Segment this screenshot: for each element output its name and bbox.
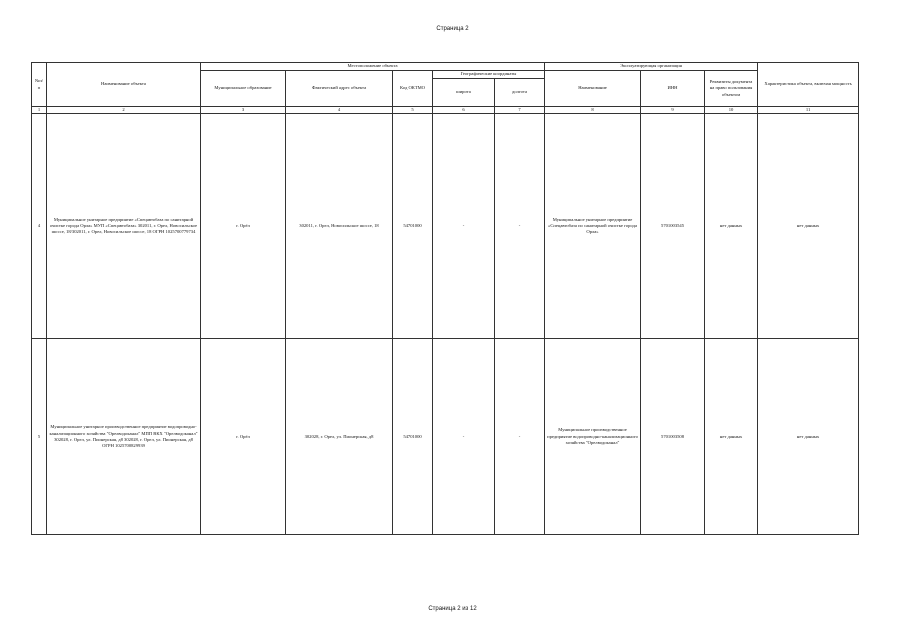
registry-table (31, 62, 859, 535)
column-number: 5 (393, 107, 433, 114)
header-geo-group: Географические координаты (433, 71, 545, 79)
row-num: 4 (32, 114, 47, 339)
column-number: 10 (705, 107, 758, 114)
row-characteristics: нет данных (758, 339, 859, 535)
row-name: Муниципальное унитарное предприятие «Спецавтобаза по санитарной очистке города Орла» МУП «Спецавтобаза» 302011, г. Орел, Новосильское шоссе, 18/302011, г. Орел, Новосильское шоссе, 18 ОГРН 1025700779734 (47, 114, 201, 339)
header-inn: ИНН (641, 71, 705, 107)
row-oktmo: 54701000 (393, 339, 433, 535)
row-municipality: г. Орёл (201, 114, 286, 339)
header-oktmo: Код ОКТМО (393, 71, 433, 107)
page-header: Страница 2 (436, 26, 469, 32)
header-address: Фактический адрес объекта (286, 71, 393, 107)
row-inn: 5701003545 (641, 114, 705, 339)
row-doc-details: нет данных (705, 339, 758, 535)
header-location-group: Местоположение объекта (201, 63, 545, 71)
row-address: 302028, г. Орел, ул. Пионерская, д8 (286, 339, 393, 535)
column-number: 3 (201, 107, 286, 114)
header-operator-group: Эксплуатирующая организация (545, 63, 758, 71)
row-name: Муниципальное унитарное производственное предприятие водопроводно-канализационного хозяйства "Орелводоканал" МПП ВКХ "Орелводоканал" 302028, г. Орел, ул. Пионерская, д8 302028, г. Орел, ул. Пионерская, д8 ОГРН 1025700829939 (47, 339, 201, 535)
table-row (32, 339, 859, 535)
column-number: 1 (32, 107, 47, 114)
header-longitude: долгота (495, 79, 545, 107)
row-operator-name: Муниципальное унитарное предприятие «Спецавтобаза по санитарной очистке города Орла» (545, 114, 641, 339)
header-doc-details: Реквизиты документа на право пользования объектом (705, 71, 758, 107)
column-number: 2 (47, 107, 201, 114)
column-number: 6 (433, 107, 495, 114)
row-doc-details: нет данных (705, 114, 758, 339)
column-number: 4 (286, 107, 393, 114)
row-latitude: - (433, 339, 495, 535)
row-longitude: - (495, 339, 545, 535)
column-number-row (32, 107, 859, 114)
row-characteristics: нет данных (758, 114, 859, 339)
row-latitude: - (433, 114, 495, 339)
table-row (32, 114, 859, 339)
row-num: 5 (32, 339, 47, 535)
header-operator-name: Наименование (545, 71, 641, 107)
row-longitude: - (495, 114, 545, 339)
column-number: 11 (758, 107, 859, 114)
row-operator-name: Муниципальное производственное предприятие водопроводно-канализационного хозяйства "Орелводоканал" (545, 339, 641, 535)
row-oktmo: 54701000 (393, 114, 433, 339)
row-address: 302011, г. Орел, Новосильское шоссе, 18 (286, 114, 393, 339)
column-number: 8 (545, 107, 641, 114)
row-municipality: г. Орёл (201, 339, 286, 535)
column-number: 9 (641, 107, 705, 114)
page-footer: Страница 2 из 12 (428, 606, 477, 612)
header-num: №п/п (32, 63, 47, 107)
header-characteristics: Характеристика объекта, включая мощность (758, 63, 859, 107)
header-latitude: широта (433, 79, 495, 107)
column-number: 7 (495, 107, 545, 114)
row-inn: 5701003508 (641, 339, 705, 535)
header-municipality: Муниципальное образование (201, 71, 286, 107)
header-name: Наименование объекта (47, 63, 201, 107)
